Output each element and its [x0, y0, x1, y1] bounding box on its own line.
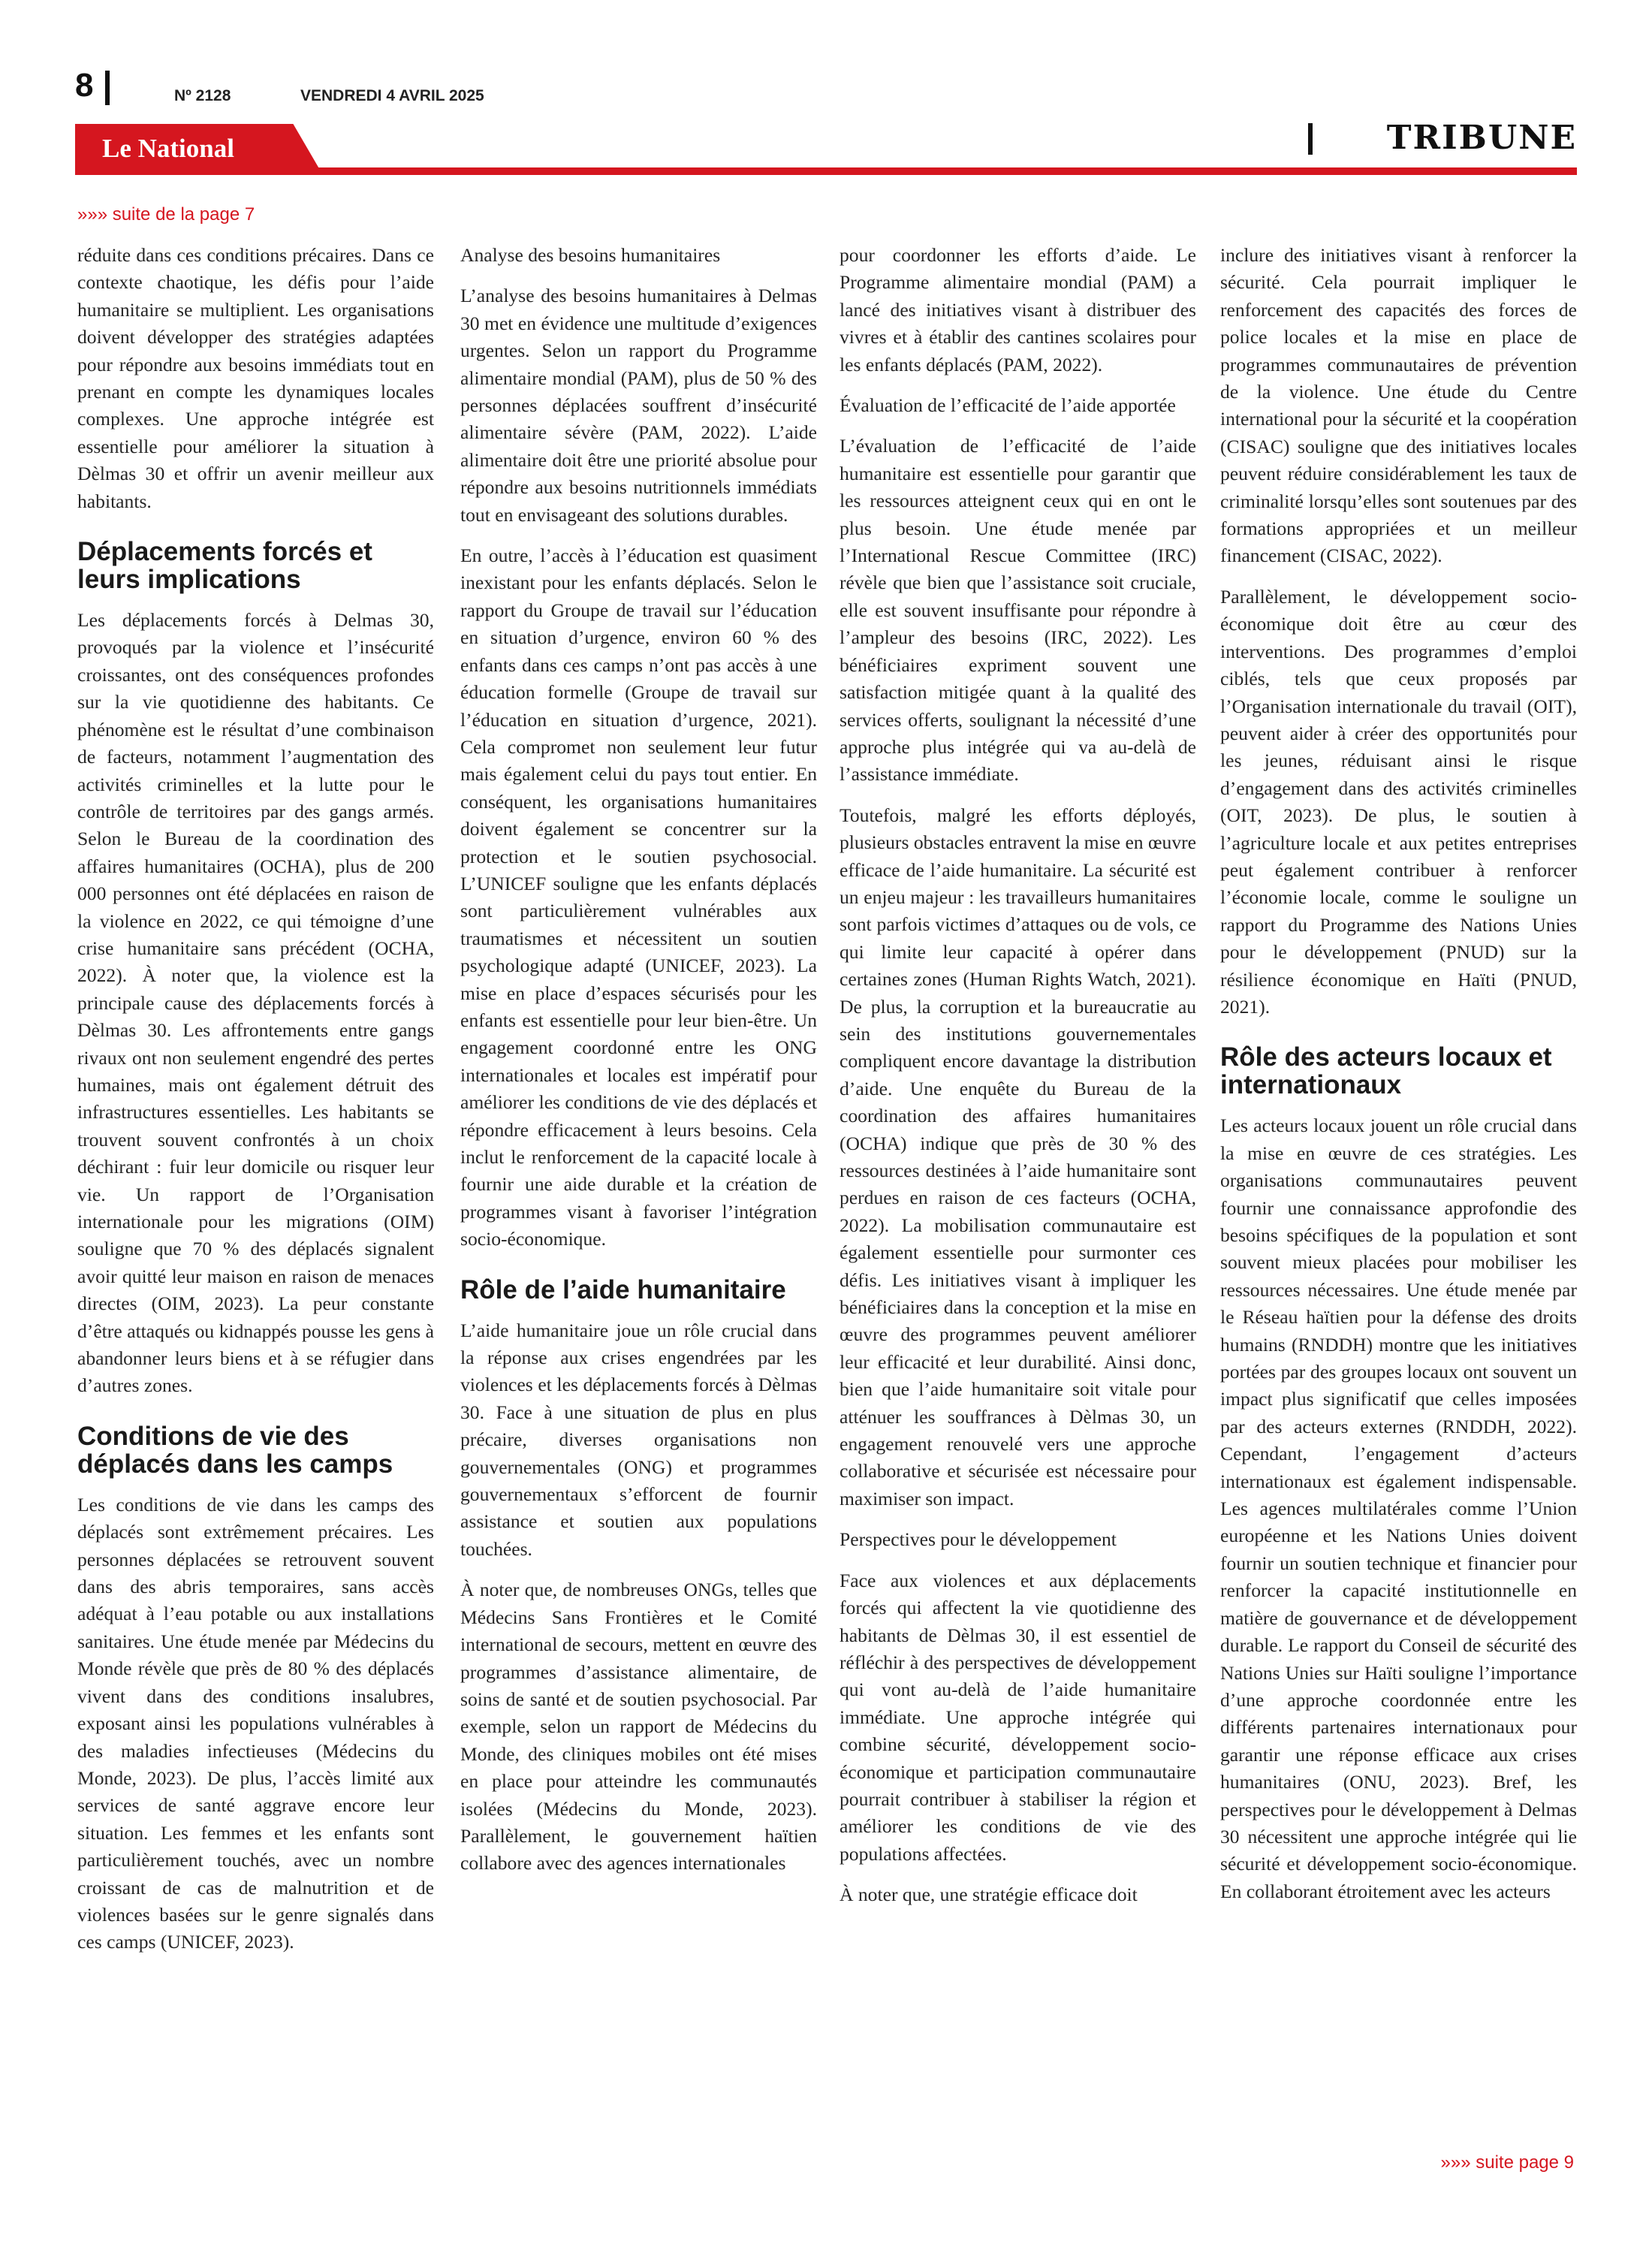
publication-date: VENDREDI 4 AVRIL 2025: [300, 87, 484, 104]
minor-heading: Perspectives pour le développement: [840, 1528, 1117, 1551]
issue-number: Nº 2128: [174, 87, 231, 104]
header-rule: [75, 167, 1577, 175]
paragraph: L’aide humanitaire joue un rôle crucial dans la réponse aux crises engendrées par les violences et les déplacements forcés à Dèlmas 30. Face à une situation de plus en plus précaire, diverses organisations non gouvernementales (ONG) et programmes gouvernementaux s’efforcent de fournir assistance et soutien aux populations touchées.: [460, 1319, 817, 1560]
paragraph: À noter que, de nombreuses ONGs, telles que Médecins Sans Frontières et le Comité international de secours, mettent en œuvre des programmes d’assistance alimentaire, de soins de santé et de soutien psychosocial. Par exemple, selon un rapport de Médecins du Monde, des cliniques mobiles ont été mises en place pour atteindre les communautés isolées (Médecins du Monde, 2023). Parallèlement, le gouvernement haïtien collabore avec des agences internationales: [460, 1579, 817, 1874]
paragraph: Les acteurs locaux jouent un rôle crucial dans la mise en œuvre de ces stratégies. Les organisations communautaires peuvent fournir une connaissance approfondie des besoins spécifiques de la population et sont souvent mieux placées pour mobiliser les ressources nécessaires. Une étude menée par le Réseau haïtien pour la défense des droits humains (RNDDH) montre que les initiatives portées par des groupes locaux ont souvent un impact plus significatif que celles imposées par des acteurs externes (RNDDH, 2022). Cependant, l’engagement d’acteurs internationaux est également indispensable. Les agences multilatérales comme l’Union européenne et les Nations Unies doivent fournir un soutien technique et financier pour renforcer la capacité institutionnelle en matière de gouvernance et de développement durable. Le rapport du Conseil de sécurité des Nations Unies sur Haïti souligne l’importance d’une approche coordonnée entre les différents partenaires internationaux pour garantir une réponse efficace aux crises humanitaires (ONU, 2023). Bref, les perspectives pour le développement à Delmas 30 nécessitent une approche intégrée qui lie sécurité et développement socio-économique. En collaborant étroitement avec les acteurs: [1220, 1114, 1577, 1902]
continued-to-link[interactable]: »»» suite page 9: [1440, 2152, 1574, 2173]
paragraph: À noter que, une stratégie efficace doit: [840, 1884, 1138, 1906]
paragraph: Parallèlement, le développement socio-économique doit être au cœur des interventions. Des programmes d’emploi ciblés, tels que ceux proposés par l’Organisation internationale du travail (OIT), peuvent aider à créer des opportunités pour les jeunes, réduisant ainsi le risque d’engagement dans des activités criminelles (OIT, 2023). De plus, le soutien à l’agriculture locale et aux petites entreprises peut également contribuer à renforcer l’économie locale, comme le souligne un rapport du Programme des Nations Unies pour le développement (PNUD) sur la résilience économique en Haïti (PNUD, 2021).: [1220, 585, 1577, 1018]
subheading-conditions: Conditions de vie des déplacés dans les camps: [77, 1421, 393, 1479]
paragraph: En outre, l’accès à l’éducation est quasiment inexistant pour les enfants déplacés. Selon le rapport du Groupe de travail sur l’éducation en situation d’urgence, environ 60 % des enfants dans ces camps n’ont pas accès à une éducation formelle (Groupe de travail sur l’éducation en situation d’urgence, 2021). Cela compromet non seulement leur futur mais également celui du pays tout entier. En conséquent, les organisations humanitaires doivent également se concentrer sur la protection et le soutien psychosocial. L’UNICEF souligne que les enfants déplacés sont particulièrement vulnérables aux traumatismes et nécessitent un soutien psychologique adapté (UNICEF, 2023). La mise en place d’espaces sécurisés pour les enfants est essentielle pour leur bien-être. Un engagement coordonné entre les ONG internationales et locales est impératif pour améliorer les conditions de vie des déplacés et répondre efficacement à leurs besoins. Cela inclut le renforcement de la capacité locale à fournir une aide durable et la création de programmes visant à favoriser l’intégration socio-économique.: [460, 544, 817, 1250]
continued-from-link[interactable]: »»» suite de la page 7: [77, 204, 255, 225]
paragraph: Face aux violences et aux déplacements forcés qui affectent la vie quotidienne des habitants de Dèlmas 30, il est essentiel de réfléchir à des perspectives de développement qui vont au-delà de l’aide humanitaire immédiate. Une approche intégrée qui combine sécurité, développement socio-économique et participation communautaire pourrait contribuer à stabiliser la région et améliorer les conditions de vie des populations affectées.: [840, 1569, 1196, 1865]
page-number: 8: [75, 67, 94, 104]
article-column-4: [1220, 242, 1577, 1919]
article-column-2: [460, 242, 817, 1891]
paragraph: Les conditions de vie dans les camps des déplacés sont extrêmement précaires. Les personnes déplacées se retrouvent souvent dans des abris temporaires, sans accès adéquat à l’eau potable ou aux installations sanitaires. Une étude menée par Médecins du Monde révèle que près de 80 % des déplacés vivent dans des conditions insalubres, exposant ainsi les populations vulnérables à des maladies infectieuses (Médecins du Monde, 2023). De plus, l’accès limité aux services de santé aggrave encore leur situation. Les femmes et les enfants sont particulièrement touchés, avec un nombre croissant de cas de malnutrition et de violences basées sur le genre signalés dans ces camps (UNICEF, 2023).: [77, 1493, 434, 1953]
newspaper-logo: Le National: [102, 134, 234, 163]
paragraph: inclure des initiatives visant à renforcer la sécurité. Cela pourrait impliquer le renforcement des capacités des forces de police locales et la mise en place de programmes communautaires de prévention de la violence. Une étude du Centre international pour la sécurité et la coopération (CISAC) souligne que des initiatives locales peuvent réduire considérablement les taux de criminalité lorsqu’elles sont soutenues par des formations appropriées et un meilleur financement (CISAC, 2022).: [1220, 244, 1577, 567]
paragraph: Les déplacements forcés à Delmas 30, provoqués par la violence et l’insécurité croissantes, ont des conséquences profondes sur la vie quotidienne des habitants. Ce phénomène est le résultat d’une combinaison de facteurs, notamment l’augmentation des activités criminelles et la lutte pour le contrôle de territoires par des gangs armés. Selon le Bureau de la coordination des affaires humanitaires (OCHA), plus de 200 000 personnes ont été déplacées en raison de la violence en 2022, ce qui témoigne d’une crise humanitaire sans précédent (OCHA, 2022). À noter que, la violence est la principale cause des déplacements forcés à Dèlmas 30. Les affrontements entre gangs rivaux ont non seulement engendré des pertes humaines, mais ont également détruit des infrastructures essentielles. Les habitants se trouvent souvent confrontés à un choix déchirant : fuir leur domicile ou risquer leur vie. Un rapport de l’Organisation internationale pour les migrations (OIM) souligne que 70 % des déplacés signalent avoir quitté leur maison en raison de menaces directes (OIM, 2023). La peur constante d’être attaqués ou kidnappés pousse les gens à abandonner leurs biens et à se réfugier dans d’autres zones.: [77, 609, 434, 1397]
subheading-role-aide: Rôle de l’aide humanitaire: [460, 1274, 786, 1304]
paragraph: pour coordonner les efforts d’aide. Le Programme alimentaire mondial (PAM) a lancé des initiatives visant à distribuer des vivres et à établir des cantines scolaires pour les enfants déplacés (PAM, 2022).: [840, 244, 1196, 376]
page-number-divider: [105, 71, 110, 105]
paragraph: L’évaluation de l’efficacité de l’aide humanitaire est essentielle pour garantir que les ressources atteignent ceux qui en ont le plus besoin. Une étude menée par l’International Rescue Committee (IRC) révèle que bien que l’assistance soit cruciale, elle est souvent insuffisante pour répondre à l’ampleur des besoins (IRC, 2022). Les bénéficiaires expriment souvent une satisfaction mitigée quant à la qualité des services offerts, soulignant la nécessité d’une approche plus intégrée qui va au-delà de l’assistance immédiate.: [840, 435, 1196, 786]
paragraph: L’analyse des besoins humanitaires à Delmas 30 met en évidence une multitude d’exigences urgentes. Selon un rapport du Programme alimentaire mondial (PAM), plus de 50 % des personnes déplacées souffrent d’insécurité alimentaire sévère (PAM, 2022). L’aide alimentaire doit être une priorité absolue pour répondre aux besoins nutritionnels immédiats tout en envisageant des solutions durables.: [460, 285, 817, 526]
minor-heading: Évaluation de l’efficacité de l’aide apportée: [840, 394, 1176, 417]
minor-heading: Analyse des besoins humanitaires: [460, 244, 721, 266]
section-title: TRIBUNE: [1386, 119, 1577, 157]
article-column-3: [840, 242, 1196, 1923]
section-divider: [1308, 123, 1313, 155]
subheading-deplacements: Déplacements forcés et leurs implications: [77, 537, 372, 595]
paragraph: Toutefois, malgré les efforts déployés, plusieurs obstacles entravent la mise en œuvre efficace de l’aide humanitaire. La sécurité est un enjeu majeur : les travailleurs humanitaires sont parfois victimes d’attaques ou de vols, ce qui limite leur capacité à opérer dans certaines zones (Human Rights Watch, 2021). De plus, la corruption et la bureaucratie au sein des institutions gouvernementales compliquent encore davantage la distribution d’aide. Une enquête du Bureau de la coordination des affaires humanitaires (OCHA) indique que près de 30 % des ressources destinées à l’aide humanitaire sont perdues en raison de ces facteurs (OCHA, 2022). La mobilisation communautaire est également essentielle pour surmonter ces défis. Les initiatives visant à impliquer les bénéficiaires dans la conception et la mise en œuvre des programmes peuvent améliorer leur efficacité et leur durabilité. Ainsi donc, bien que l’aide humanitaire soit vitale pour atténuer les souffrances à Dèlmas 30, un engagement renouvelé vers une approche collaborative et sécurisée est nécessaire pour maximiser son impact.: [840, 804, 1196, 1510]
subheading-acteurs: Rôle des acteurs locaux et internationaux: [1220, 1042, 1552, 1100]
article-column-1: [77, 242, 434, 1970]
paragraph: réduite dans ces conditions précaires. Dans ce contexte chaotique, les défis pour l’aide humanitaire se multiplient. Les organisations doivent développer des stratégies adaptées pour répondre aux besoins immédiats tout en prenant en compte les dynamiques locales complexes. Une approche intégrée est essentielle pour améliorer la situation à Dèlmas 30 et offrir un avenir meilleur aux habitants.: [77, 244, 434, 512]
